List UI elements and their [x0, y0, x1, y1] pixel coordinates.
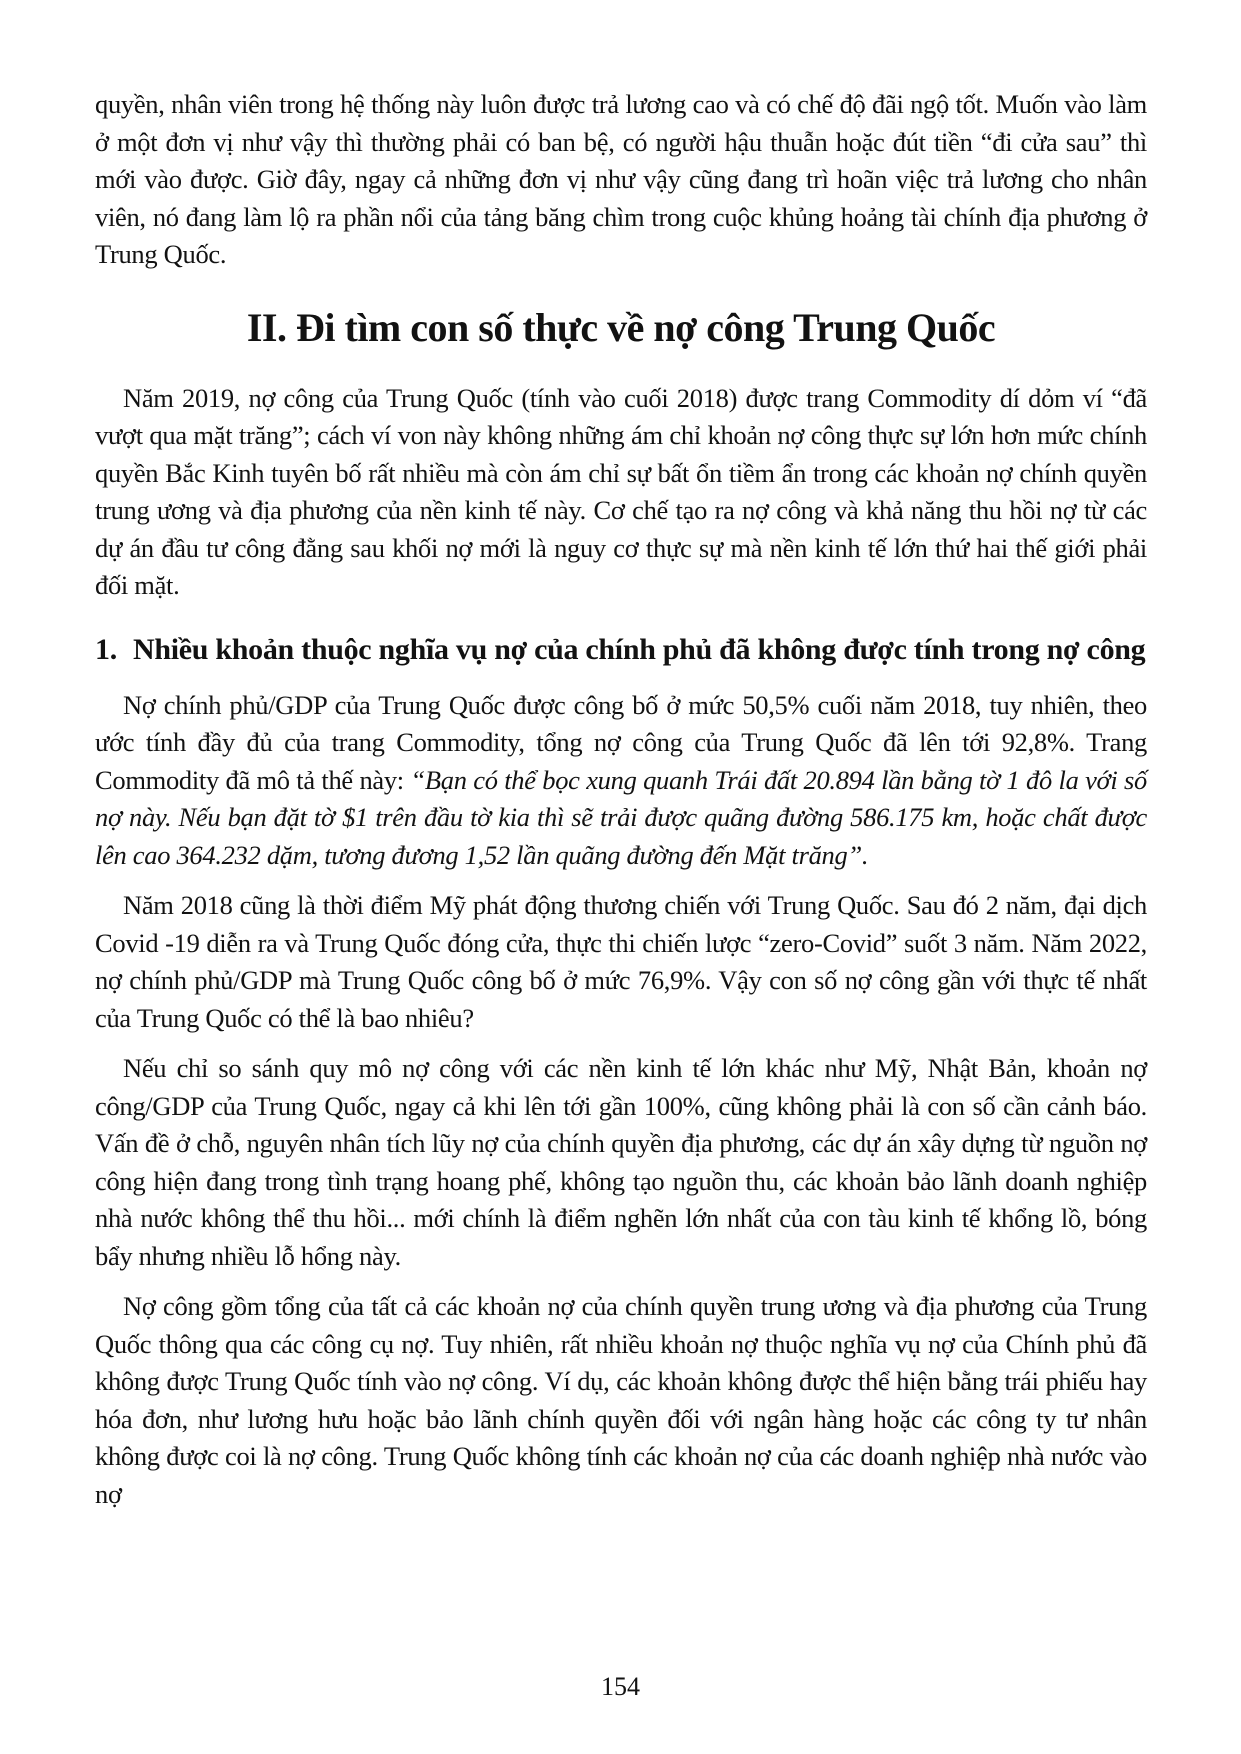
subsection-heading: [95, 627, 1147, 672]
paragraph-debt-figures: [95, 687, 1147, 875]
continued-paragraph: quyền, nhân viên trong hệ thống này luôn được trả lương cao và có chế độ đãi ngộ tốt. Muốn vào làm ở một đơn vị như vậy thì thường phải có ban bệ, có người hậu thuẫn hoặc đút tiền “đi cửa sau” thì mới vào được. Giờ đây, ngay cả những đơn vị như vậy cũng đang trì hoãn việc trả lương cho nhân viên, nó đang làm lộ ra phần nổi của tảng băng chìm trong cuộc khủng hoảng tài chính địa phương ở Trung Quốc.: [95, 89, 1147, 269]
subsection-title: Nhiều khoản thuộc nghĩa vụ nợ của chính phủ đã không được tính trong nợ công: [133, 632, 1146, 666]
paragraph-debt-figures-lead: Nợ chính phủ/GDP của Trung Quốc được công bố ở mức 50,5% cuối năm 2018, tuy nhiên, theo ước tính đầy đủ của trang Commodity, tổng nợ công của Trung Quốc đã lên tới 92,8%. Trang Commodity đã mô tả thế này:: [95, 689, 1147, 795]
section-intro-paragraph: Năm 2019, nợ công của Trung Quốc (tính vào cuối 2018) được trang Commodity dí dỏm ví “đã vượt qua mặt trăng”; cách ví von này không những ám chỉ khoản nợ công thực sự lớn hơn mức chính quyền Bắc Kinh tuyên bố rất nhiều mà còn ám chỉ sự bất ổn tiềm ẩn trong các khoản nợ chính quyền trung ương và địa phương của nền kinh tế này. Cơ chế tạo ra nợ công và khả năng thu hồi nợ từ các dự án đầu tư công đằng sau khối nợ mới là nguy cơ thực sự mà nền kinh tế lớn thứ hai thế giới phải đối mặt.: [95, 382, 1147, 600]
paragraph-comparison: Nếu chỉ so sánh quy mô nợ công với các nền kinh tế lớn khác như Mỹ, Nhật Bản, khoản nợ công/GDP của Trung Quốc, ngay cả khi lên tới gần 100%, cũng không phải là con số cần cảnh báo. Vấn đề ở chỗ, nguyên nhân tích lũy nợ của chính quyền địa phương, các dự án xây dựng từ nguồn nợ công hiện đang trong tình trạng hoang phế, không tạo nguồn thu, các khoản bảo lãnh doanh nghiệp nhà nước không thể thu hồi... mới chính là điểm nghẽn lớn nhất của con tàu kinh tế khổng lồ, bóng bẩy nhưng nhiều lỗ hổng này.: [95, 1053, 1147, 1271]
page-number: 154: [601, 1672, 640, 1701]
section-heading: II. Đi tìm con số thực về nợ công Trung Quốc: [246, 304, 996, 350]
subsection-number: 1.: [95, 632, 117, 666]
paragraph-definition: Nợ công gồm tổng của tất cả các khoản nợ của chính quyền trung ương và địa phương của Trung Quốc thông qua các công cụ nợ. Tuy nhiên, rất nhiều khoản nợ thuộc nghĩa vụ nợ của Chính phủ đã không được Trung Quốc tính vào nợ công. Ví dụ, các khoản không được thể hiện bằng trái phiếu hay hóa đơn, như lương hưu hoặc bảo lãnh chính quyền đối với ngân hàng hoặc các công ty tư nhân không được coi là nợ công. Trung Quốc không tính các khoản nợ của các doanh nghiệp nhà nước vào nợ: [95, 1291, 1147, 1509]
paragraph-trade-war: Năm 2018 cũng là thời điểm Mỹ phát động thương chiến với Trung Quốc. Sau đó 2 năm, đại dịch Covid -19 diễn ra và Trung Quốc đóng cửa, thực thi chiến lược “zero-Covid” suốt 3 năm. Năm 2022, nợ chính phủ/GDP mà Trung Quốc công bố ở mức 76,9%. Vậy con số nợ công gần với thực tế nhất của Trung Quốc có thể là bao nhiêu?: [95, 890, 1147, 1033]
inline-quote-italic: “Bạn có thể bọc xung quanh Trái đất 20.894 lần bằng tờ 1 đô la với số nợ này. Nếu bạn đặt tờ $1 trên đầu tờ kia thì sẽ trải được quãng đường 586.175 km, hoặc chất được lên cao 364.232 dặm, tương đương 1,52 lần quãng đường đến Mặt trăng”.: [95, 764, 1147, 870]
